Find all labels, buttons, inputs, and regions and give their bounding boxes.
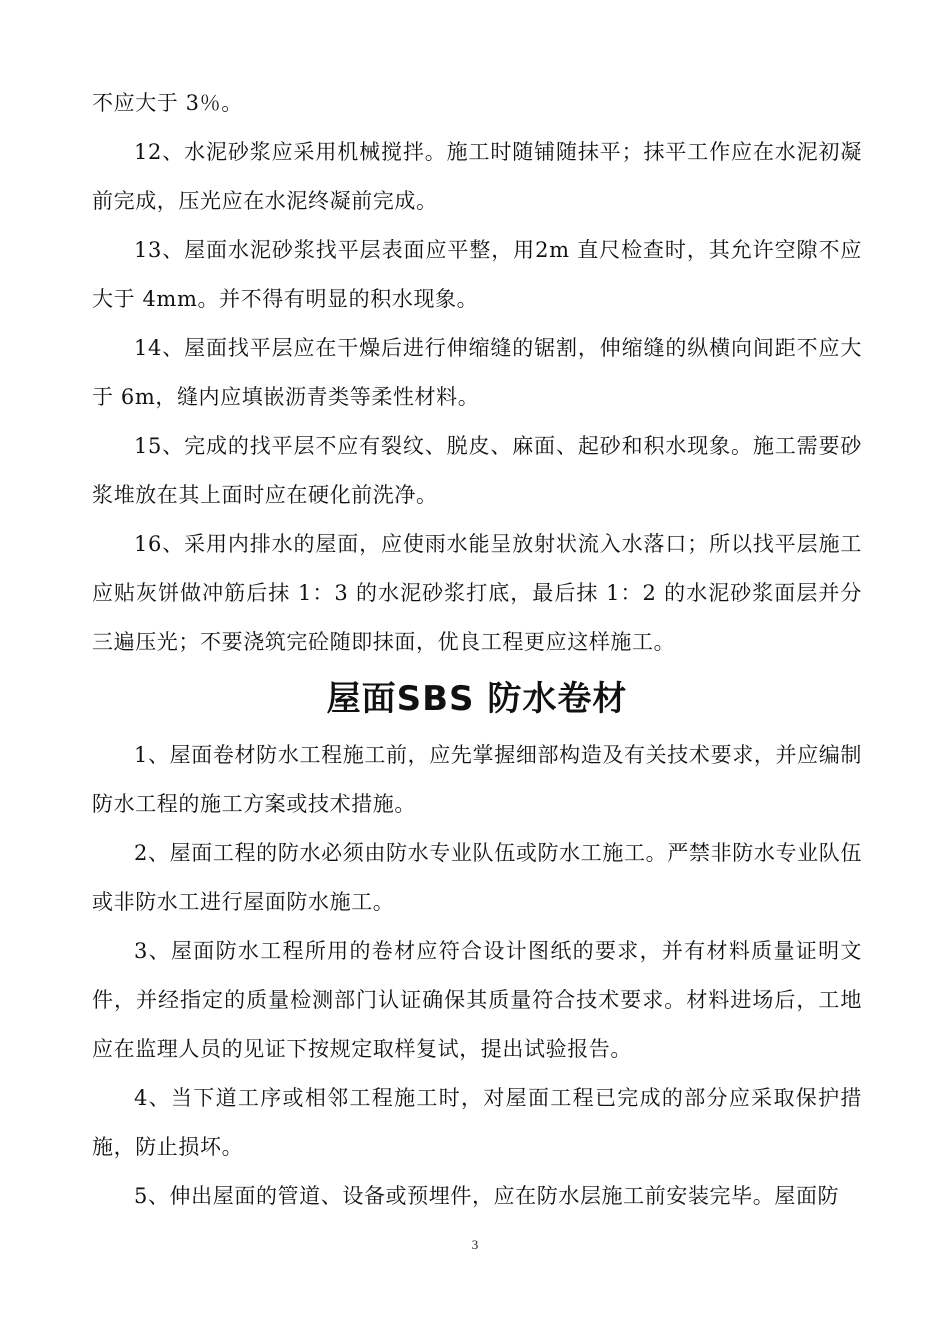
paragraph-item-14: 14、屋面找平层应在干燥后进行伸缩缝的锯割，伸缩缝的纵横向间距不应大于 6m，缝内应填嵌沥青类等柔性材料。	[92, 336, 862, 409]
paragraph-item-5: 5、伸出屋面的管道、设备或预埋件，应在防水层施工前安装完毕。屋面防	[134, 1184, 840, 1208]
paragraph-item-3: 3、屋面防水工程所用的卷材应符合设计图纸的要求，并有材料质量证明文件，并经指定的质量检测部门认证确保其质量符合技术要求。材料进场后，工地应在监理人员的见证下按规定取样复试，提出试验报告。	[92, 939, 862, 1061]
page-number: 3	[471, 1237, 479, 1252]
paragraph-item-16: 16、采用内排水的屋面，应使雨水能呈放射状流入水落口；所以找平层施工应贴灰饼做冲筋后抹 1：3 的水泥砂浆打底，最后抹 1：2 的水泥砂浆面层并分三遍压光；不要浇筑完砼随即抹面，优良工程更应这样施工。	[92, 532, 862, 654]
paragraph-item-15: 15、完成的找平层不应有裂纹、脱皮、麻面、起砂和积水现象。施工需要砂浆堆放在其上面时应在硬化前洗净。	[92, 434, 862, 507]
paragraph-item-13: 13、屋面水泥砂浆找平层表面应平整，用2m 直尺检查时，其允许空隙不应大于 4mm。并不得有明显的积水现象。	[92, 238, 862, 311]
paragraph-item-4: 4、当下道工序或相邻工程施工时，对屋面工程已完成的部分应采取保护措施，防止损坏。	[92, 1086, 862, 1159]
section-title: 屋面SBS 防水卷材	[326, 679, 628, 719]
paragraph-continuation: 不应大于 3％。	[92, 91, 243, 115]
page-content	[92, 79, 862, 1221]
paragraph-item-1: 1、屋面卷材防水工程施工前，应先掌握细部构造及有关技术要求，并应编制防水工程的施工方案或技术措施。	[92, 743, 862, 816]
paragraph-item-12: 12、水泥砂浆应采用机械搅拌。施工时随铺随抹平；抹平工作应在水泥初凝前完成，压光应在水泥终凝前完成。	[92, 140, 862, 213]
paragraph-item-2: 2、屋面工程的防水必须由防水专业队伍或防水工施工。严禁非防水专业队伍或非防水工进行屋面防水施工。	[92, 841, 862, 914]
